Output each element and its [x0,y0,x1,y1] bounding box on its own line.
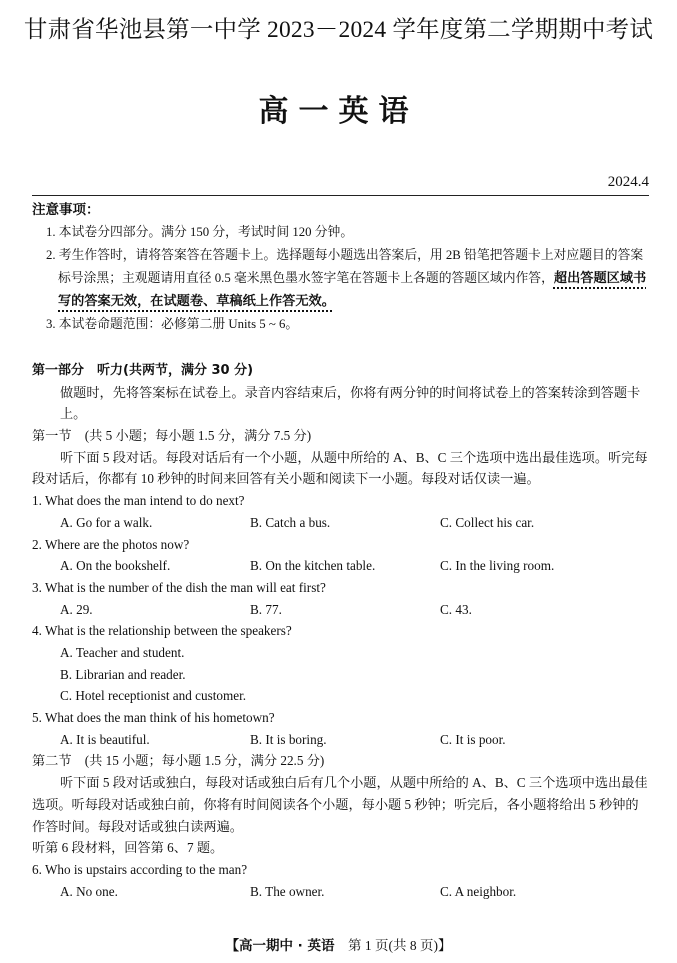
question-options [32,512,649,534]
question-2 [32,534,649,577]
notice-item-2 [32,244,649,313]
question-options [32,881,649,903]
subject-title: 高一英语 [258,94,419,129]
question-stem: 4. What is the relationship between the speakers? [32,623,292,639]
footer-label: 【高一期中 · 英语 [225,938,335,954]
option-a: A. No one. [60,883,118,899]
part1-heading: 第一部分 听力(共两节，满分 30 分) [32,363,254,378]
option-c: C. Collect his car. [440,514,535,530]
section2-heading: 第二节 (共 15 小题；每小题 1.5 分，满分 22.5 分) [32,753,325,769]
option-b: B. Librarian and reader. [60,666,186,682]
header-divider [32,195,649,196]
part1-listening [32,360,649,902]
question-3 [32,577,649,620]
question-options [32,599,649,621]
option-b: B. 77. [250,601,282,617]
option-a: A. 29. [60,601,93,617]
option-b: B. It is boring. [250,731,327,747]
option-b: B. Catch a bus. [250,514,331,530]
option-a: A. It is beautiful. [60,731,150,747]
section2-intro: 听下面 5 段对话或独白，每段对话或独白后有几个小题，从题中所给的 A、B、C 三个选项中选出最佳选项。听每段对话或独白前，你将有时间阅读各个小题，每小题 5 秒钟；听完后，各小题将给出 5 秒钟的作答时间。每段对话或独白读两遍。 [32,775,648,834]
question-1 [32,490,649,533]
question-4 [32,620,649,707]
notice-item-1: 1. 本试卷分四部分。满分 150 分，考试时间 120 分钟。 [46,225,354,239]
option-a: A. Go for a walk. [60,514,153,530]
option-c: C. In the living room. [440,558,555,574]
question-options [32,729,649,751]
material-6-instruction: 听第 6 段材料，回答第 6、7 题。 [32,840,224,856]
section1-intro: 听下面 5 段对话。每段对话后有一个小题，从题中所给的 A、B、C 三个选项中选出最佳选项。听完每段对话后，你都有 10 秒钟的时间来回答有关小题和阅读下一小题。每段对话仅读一遍。 [32,449,648,487]
notice-item-2-emphasis: 超出答题区域书写的答案无效，在试题卷、草稿纸上作答无效。 [58,271,647,309]
school-title: 甘肃省华池县第一中学 2023－2024 学年度第二学期期中考试 [23,17,654,43]
option-b: B. On the kitchen table. [250,558,376,574]
exam-date: 2024.4 [607,174,649,190]
section1-heading: 第一节 (共 5 小题；每小题 1.5 分，满分 7.5 分) [32,428,312,444]
question-options [32,555,649,577]
option-b: B. The owner. [250,883,325,899]
question-5 [32,707,649,750]
notice-item-2-text: 2. 考生作答时，请将答案答在答题卡上。选择题每小题选出答案后，用 2B 铅笔把答题卡上对应题目的答案标号涂黑；主观题请用直径 0.5 毫米黑色墨水签字笔在答题卡上各题的答题区域内作答， [46,248,644,285]
part1-intro: 做题时，先将答案标在试卷上。录音内容结束后，你将有两分钟的时间将试卷上的答案转涂到答题卡上。 [60,384,641,422]
question-stem: 3. What is the number of the dish the man will eat first? [32,579,326,595]
question-stem: 2. Where are the photos now? [32,536,190,552]
option-a: A. On the bookshelf. [60,558,171,574]
notice-section [32,199,649,336]
notice-heading: 注意事项： [32,202,100,218]
question-stem: 5. What does the man think of his hometown? [32,710,275,726]
page-footer [0,934,677,954]
question-stem: 1. What does the man intend to do next? [32,493,245,509]
question-6 [32,859,649,902]
question-stem: 6. Who is upstairs according to the man? [32,861,248,877]
option-c: C. 43. [440,601,472,617]
option-c: C. It is poor. [440,731,506,747]
option-c: C. A neighbor. [440,883,517,899]
footer-page-number: 第 1 页(共 8 页)】 [348,938,452,953]
option-c: C. Hotel receptionist and customer. [60,688,247,704]
option-a: A. Teacher and student. [60,645,185,660]
notice-item-3: 3. 本试卷命题范围：必修第二册 Units 5 ~ 6。 [46,317,299,331]
